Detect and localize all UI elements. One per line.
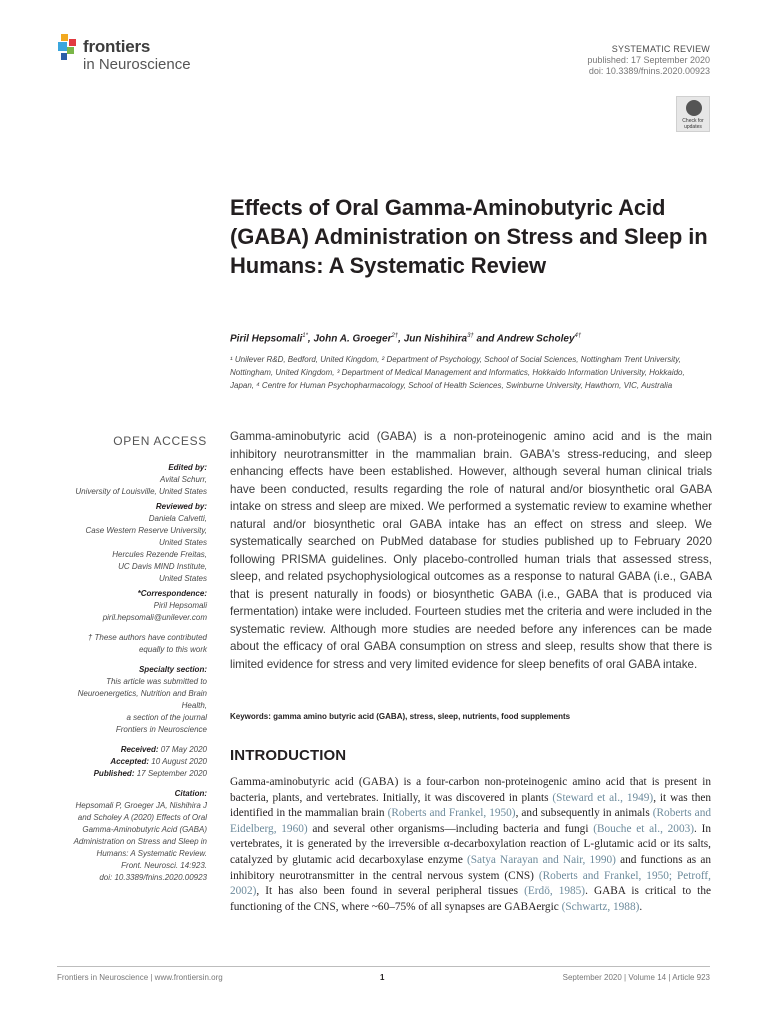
article-doi[interactable]: doi: 10.3389/fnins.2020.00923 <box>588 66 710 76</box>
citation-link[interactable]: (Satya Narayan and Nair, 1990) <box>467 853 616 866</box>
author-sup: 4† <box>574 333 582 339</box>
correspondence-email[interactable]: piril.hepsomali@unilever.com <box>102 613 207 622</box>
citation-line: Gamma-Aminobutyric Acid (GABA) <box>82 825 207 834</box>
editor-affiliation: University of Louisville, United States <box>75 487 207 496</box>
author-name[interactable]: Andrew Scholey <box>496 333 575 345</box>
published-label: Published: <box>93 769 135 778</box>
author-affiliations: ¹ Unilever R&D, Bedford, United Kingdom, ² Department of Psychology, School of Social Sciences, Nottingham Trent University, Nottingham, United Kingdom, ³ Department of Medical Management and Informatics, Hokkaido Information University, Hokkaido, Japan, ⁴ Centre for Human Psychopharmacology, School of Health Sciences, Swinburne University, Hawthorn, VIC, Australia <box>230 355 685 390</box>
reviewer-affiliation: Case Western Reserve University, <box>85 526 207 535</box>
citation-link[interactable]: (Roberts and Frankel, 1950; Petroff, 2002) <box>230 869 711 898</box>
reviewer-name: Daniela Calvetti, <box>148 514 207 523</box>
open-access-label: OPEN ACCESS <box>113 434 207 448</box>
author-sup: 3† <box>467 333 474 339</box>
journal-name: in Neuroscience <box>83 56 191 73</box>
received-label: Received: <box>120 745 159 754</box>
check-updates-icon <box>686 100 702 116</box>
author-list: Piril Hepsomali$^{1*}$, John A. Groeger$^{2\dagger}$, Jun Nishihira$^{3\dagger}$ and Andrew Scholey$^{4\dagger}$ <box>230 333 582 345</box>
editor-name: Avital Schurr, <box>160 475 207 484</box>
check-for-updates-badge[interactable] <box>676 96 710 132</box>
author-name[interactable]: Jun Nishihira <box>403 333 468 345</box>
introduction-paragraph <box>230 775 711 915</box>
published-date: published: 17 September 2020 <box>587 55 710 65</box>
journal-logo[interactable] <box>57 34 227 80</box>
article-type: SYSTEMATIC REVIEW <box>611 44 710 54</box>
body-text: . GABA is critical to the functioning of the CNS, where ~60–75% of all synapses are GABAergic <box>230 885 711 913</box>
citation-link[interactable]: (Bouche et al., 2003) <box>593 822 695 835</box>
footer-divider <box>57 966 710 967</box>
author-name[interactable]: John A. Groeger <box>313 333 392 345</box>
author-name[interactable]: Piril Hepsomali <box>230 333 303 345</box>
body-text: and several other organisms—including bacteria and fungi <box>307 822 594 835</box>
reviewer-name: Hercules Rezende Freitas, <box>112 550 207 559</box>
check-updates-label: Check for updates <box>682 118 704 130</box>
reviewer-affiliation: UC Davis MIND Institute, <box>118 562 207 571</box>
page-number: 1 <box>380 973 385 982</box>
citation-link[interactable]: (Steward et al., 1949) <box>552 791 654 804</box>
article-meta-header <box>470 44 710 77</box>
equal-contribution-note: equally to this work <box>138 645 207 654</box>
author-sup: 2† <box>391 333 399 339</box>
citation-doi[interactable]: doi: 10.3389/fnins.2020.00923 <box>99 873 207 882</box>
section-heading-introduction: INTRODUCTION <box>230 747 347 764</box>
specialty-text: a section of the journal <box>126 713 207 722</box>
received-date: 07 May 2020 <box>160 745 207 754</box>
specialty-section-label: Specialty section: <box>138 665 207 674</box>
correspondence-name: Piril Hepsomali <box>153 601 207 610</box>
frontiers-logo-icon <box>57 34 79 62</box>
specialty-text: Neuroenergetics, Nutrition and Brain <box>77 689 207 698</box>
published-date-sidebar: 17 September 2020 <box>136 769 207 778</box>
edited-by-label: Edited by: <box>168 463 207 472</box>
received-row <box>50 744 207 756</box>
published-row <box>50 768 207 780</box>
specialty-text: This article was submitted to <box>106 677 207 686</box>
citation-line: Front. Neurosci. 14:923. <box>121 861 207 870</box>
citation-line: Administration on Stress and Sleep in <box>73 837 207 846</box>
article-title: Effects of Oral Gamma-Aminobutyric Acid (GABA) Administration on Stress and Sleep in Humans: A Systematic Review <box>230 195 708 278</box>
accepted-date: 10 August 2020 <box>151 757 207 766</box>
reviewer-affiliation: United States <box>158 538 207 547</box>
correspondence-label: *Correspondence: <box>137 589 207 598</box>
accepted-row <box>50 756 207 768</box>
citation-label: Citation: <box>174 789 207 798</box>
specialty-text: Frontiers in Neuroscience <box>115 725 207 734</box>
citation-line: Hepsomali P, Groeger JA, Nishihira J <box>75 801 207 810</box>
citation-link[interactable]: (Roberts and Frankel, 1950) <box>387 807 516 820</box>
citation-line: and Scholey A (2020) Effects of Oral <box>77 813 207 822</box>
brand-name: frontiers <box>83 37 151 56</box>
body-text: . In vertebrates, it is generated by the irreversible α-decarboxylation reaction of L-glutamic acid or its salts, catalyzed by glutamic acid decarboxylase enzyme <box>230 822 711 866</box>
accepted-label: Accepted: <box>110 757 150 766</box>
author-sup: 1* <box>302 333 308 339</box>
body-text: , it was then identified in the mammalian brain <box>230 791 712 820</box>
abstract: Gamma-aminobutyric acid (GABA) is a non-proteinogenic amino acid and is the main inhibitory neurotransmitter in the mammalian brain. GABA's stress-reducing, and sleep enhancing effects have been established. However, although several human clinical trials have been conducted, results regarding the role of natural and/or biosynthetic oral GABA intake on stress and sleep are mixed. We performed a systematic review to examine whether natural and/or biosynthetic oral GABA intake has an effect on stress and sleep. We systematically searched on PubMed database for studies published up to February 2020 following PRISMA guidelines. Only placebo-controlled human trials that assessed stress, sleep, and related psychophysiological outcomes as a response to natural GABA (i.e., GABA that is present naturally in foods) or biosynthetic GABA (i.e., GABA that is produced via fermentation) intake were included. Fourteen studies met the criteria and were included in the systematic review. Although more studies are needed before any inferences can be made about the efficacy of oral GABA consumption on stress and sleep, results show that there is limited evidence for stress and very limited evidence for sleep benefits of oral GABA intake. <box>230 430 712 671</box>
body-text: Gamma-aminobutyric acid (GABA) is a four-carbon non-proteinogenic amino acid that is present in bacteria, plants, and vertebrates. Initially, it was discovered in plants <box>230 776 711 804</box>
body-text: . <box>639 900 643 913</box>
citation-link[interactable]: (Erdö, 1985) <box>524 885 586 898</box>
body-text: , and subsequently in animals <box>515 807 653 820</box>
equal-contribution-note: † These authors have contributed <box>87 633 207 642</box>
article-info-sidebar <box>50 462 207 884</box>
citation-link[interactable]: (Schwartz, 1988) <box>561 900 640 913</box>
reviewed-by-label: Reviewed by: <box>155 502 207 511</box>
citation-line: Humans: A Systematic Review. <box>96 849 207 858</box>
footer-journal-link[interactable]: Frontiers in Neuroscience | www.frontiersin.org <box>57 973 223 982</box>
keywords: Keywords: gamma amino butyric acid (GABA), stress, sleep, nutrients, food supplements <box>230 712 571 721</box>
specialty-text: Health, <box>181 701 207 710</box>
reviewer-affiliation: United States <box>158 574 207 583</box>
body-text: and functions as an inhibitory neurotransmitter in the central nervous system (CNS) <box>230 853 711 882</box>
citation-link[interactable]: (Roberts and Eidelberg, 1960) <box>230 807 711 835</box>
footer-issue-info: September 2020 | Volume 14 | Article 923 <box>562 973 710 982</box>
body-text: , It has also been found in several peripheral tissues <box>256 885 525 898</box>
